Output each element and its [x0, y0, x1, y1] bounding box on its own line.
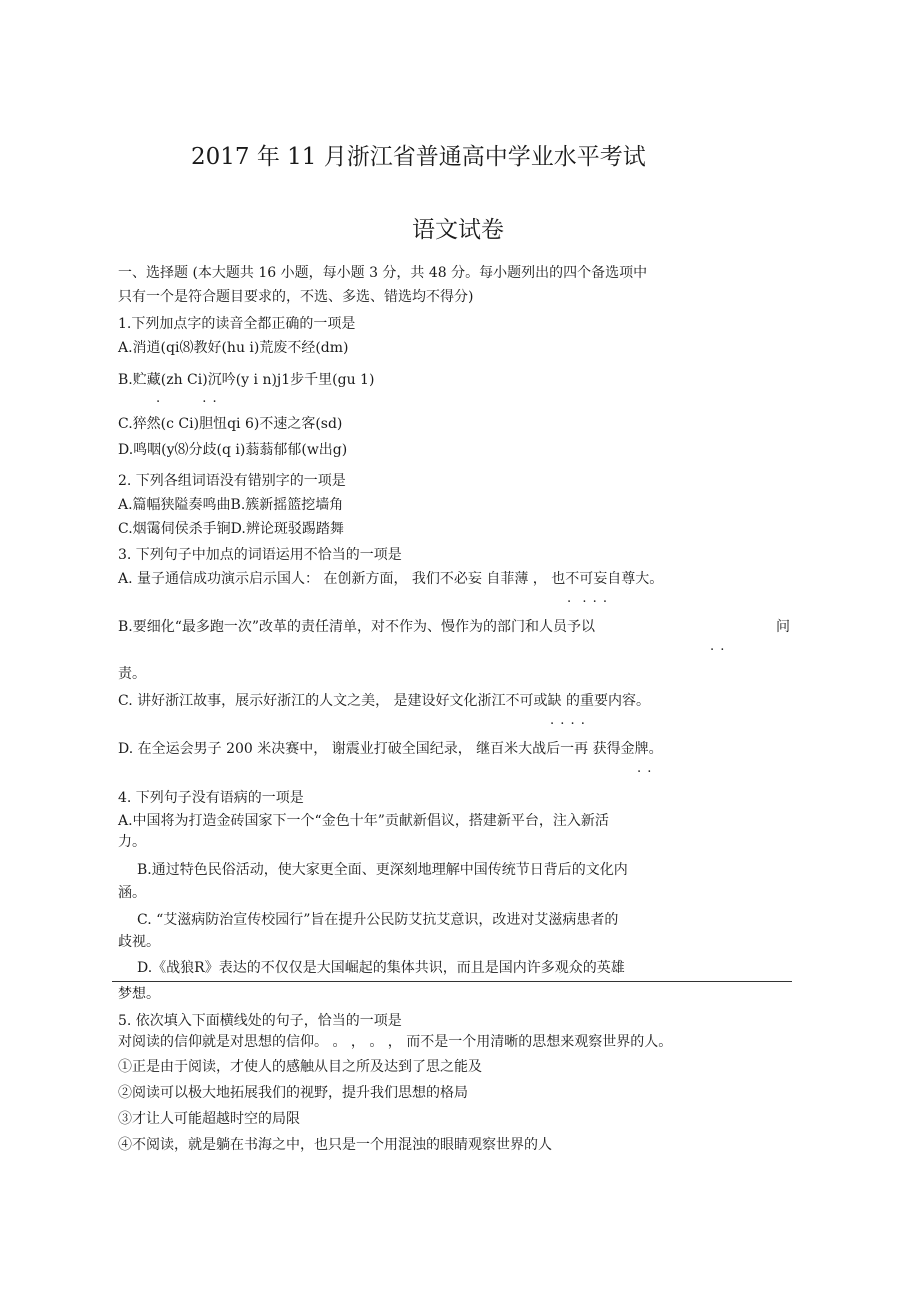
q3-option-d: D. 在全运会男子 200 米决赛中， 谢震业打破全国纪录， 继百米大战后一再 获得金牌。: [118, 741, 663, 757]
q4-option-b-line2: 涵。: [118, 885, 146, 901]
q1-option-b: B.贮藏(zh Ci)沉吟(y i n)j1步千里(gu 1): [118, 372, 375, 388]
section-instruction-line2: 只有一个是符合题目要求的，不选、多选、错选均不得分): [118, 289, 474, 305]
q3-option-a: A. 量子通信成功演示启示国人： 在创新方面， 我们不必妄 自菲薄 ， 也不可妄自尊大。: [118, 571, 664, 587]
q5-option-2: ②阅读可以极大地拓展我们的视野，提升我们思想的格局: [118, 1085, 468, 1101]
q3-stem: 3. 下列句子中加点的词语运用不恰当的一项是: [118, 547, 402, 563]
q1-option-a: A.消逍(qi⑻教好(hu i)荒废不经(dm): [118, 340, 349, 356]
q3-option-c-emphasis-dots: . . . .: [550, 713, 586, 728]
exam-title: 2017 年 11 月浙江省普通高中学业水平考试: [191, 144, 646, 170]
q3-option-b-line1: B.要细化“最多跑一次”改革的责任清单，对不作为、慢作为的部门和人员予以: [118, 619, 596, 635]
q3-option-a-emphasis-dots: . . . .: [567, 591, 609, 606]
q3-option-b-tail: 问: [776, 619, 790, 635]
q4-option-a-line1: A.中国将为打造金砖国家下一个“金色十年”贡献新倡议，搭建新平台，注入新活: [118, 813, 609, 829]
q2-options-cd: C.烟霭伺侯杀手锏D.辨论斑驳踢踏舞: [118, 521, 344, 537]
q4-option-b-line1: B.通过特色民俗活动，使大家更全面、更深刻地理解中国传统节日背后的文化内: [137, 862, 628, 878]
q5-stem: 5. 依次填入下面横线处的句子，恰当的一项是: [118, 1013, 402, 1029]
q1-option-c: C.猝然(c Ci)胆忸qi 6)不速之客(sd): [118, 416, 343, 432]
q3-option-b-line2: 责。: [118, 666, 146, 682]
q4-stem: 4. 下列句子没有语病的一项是: [118, 790, 304, 806]
q4-option-a-line2: 力。: [118, 834, 146, 850]
q4-option-c-line2: 歧视。: [118, 934, 160, 950]
q5-intro: 对阅读的信仰就是对思想的信仰。 。 ， 。 ， 而不是一个用清晰的思想来观察世界的人。: [118, 1034, 673, 1050]
q5-option-4: ④不阅读，就是躺在书海之中，也只是一个用混浊的眼睛观察世界的人: [118, 1137, 552, 1153]
section-instruction-line1: 一、选择题 (本大题共 16 小题，每小题 3 分，共 48 分。每小题列出的四个备选项中: [118, 265, 648, 281]
q1-stem: 1.下列加点字的读音全都正确的一项是: [118, 316, 356, 332]
q3-option-d-emphasis-dots: . .: [637, 761, 653, 776]
divider-line: [112, 981, 792, 982]
q2-options-ab: A.篇幅狭隘奏鸣曲B.簇新摇篮挖墙角: [118, 497, 344, 513]
exam-subtitle: 语文试卷: [412, 217, 504, 243]
q4-option-d-line2: 梦想。: [118, 986, 160, 1002]
q1-option-b-emphasis-dots: . . .: [156, 391, 218, 406]
q3-option-b-emphasis-dots: . .: [710, 639, 726, 654]
q2-stem: 2. 下列各组词语没有错别字的一项是: [118, 473, 346, 489]
q1-option-d: D.鸣咽(y⑻分歧(q i)蓊蓊郁郁(w出g): [118, 442, 348, 458]
q4-option-d-line1: D.《战狼R》表达的不仅仅是大国崛起的集体共识，而且是国内许多观众的英雄: [137, 960, 625, 976]
q5-option-3: ③才让人可能超越时空的局限: [118, 1111, 300, 1127]
q3-option-c: C. 讲好浙江故事，展示好浙江的人文之美， 是建设好文化浙江不可或缺 的重要内容。: [118, 693, 651, 709]
q4-option-c-line1: C. “艾滋病防治宣传校园行”旨在提升公民防艾抗艾意识，改进对艾滋病患者的: [137, 912, 619, 928]
q5-option-1: ①正是由于阅读，才使人的感触从目之所及达到了思之能及: [118, 1059, 482, 1075]
